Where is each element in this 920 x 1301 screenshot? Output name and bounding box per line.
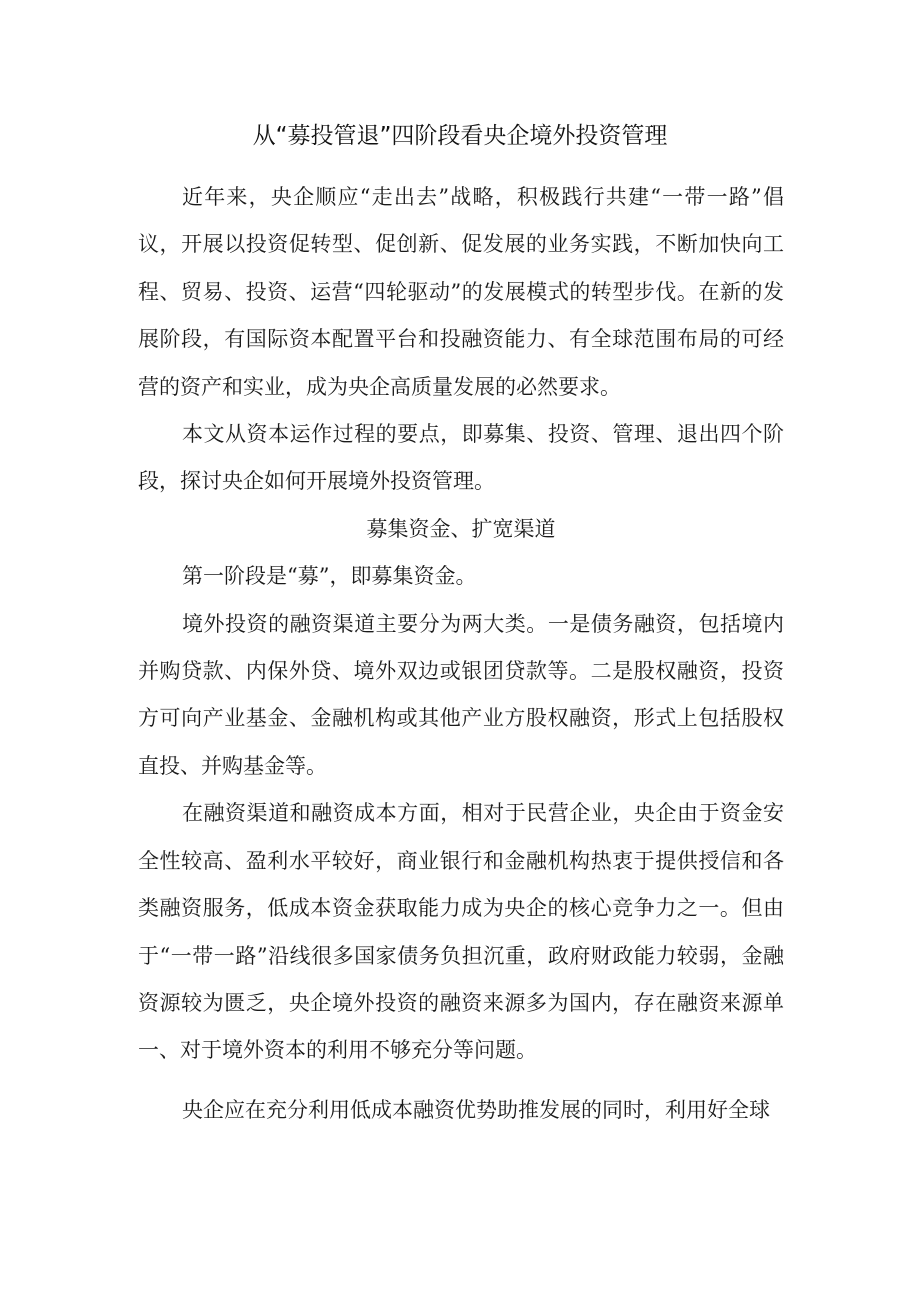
- paragraph-financing-costs: 在融资渠道和融资成本方面，相对于民营企业，央企由于资金安全性较高、盈利水平较好，商业银行和金融机构热衷于提供授信和各类融资服务，低成本资金获取能力成为央企的核心竞争力之一。但由于“一带一路”沿线很多国家债务负担沉重，政府财政能力较弱，金融资源较为匮乏，央企境外投资的融资来源多为国内，存在融资来源单一、对于境外资本的利用不够充分等问题。: [138, 801, 784, 1063]
- paragraph-recommendation: 央企应在充分利用低成本融资优势助推发展的同时，利用好全球: [182, 1097, 770, 1122]
- paragraph-intro: 近年来，央企顺应“走出去”战略，积极践行共建“一带一路”倡议，开展以投资促转型、促创新、促发展的业务实践，不断加快向工程、贸易、投资、运营“四轮驱动”的发展模式的转型步伐。在新的发展阶段，有国际资本配置平台和投融资能力、有全球范围布局的可经营的资产和实业，成为央企高质量发展的必然要求。: [138, 185, 784, 399]
- section-heading: 募集资金、扩宽渠道: [366, 516, 556, 541]
- paragraph-stage-one: 第一阶段是“募”，即募集资金。: [182, 564, 477, 589]
- paragraph-scope: 本文从资本运作过程的要点，即募集、投资、管理、退出四个阶段，探讨央企如何开展境外投资管理。: [138, 422, 784, 494]
- document-title: 从“募投管退”四阶段看央企境外投资管理: [252, 123, 668, 149]
- document-body: [138, 174, 784, 1134]
- paragraph-financing-channels: 境外投资的融资渠道主要分为两大类。一是债务融资，包括境内并购贷款、内保外贷、境外双边或银团贷款等。二是股权融资，投资方可向产业基金、金融机构或其他产业方股权融资，形式上包括股权直投、并购基金等。: [138, 611, 784, 778]
